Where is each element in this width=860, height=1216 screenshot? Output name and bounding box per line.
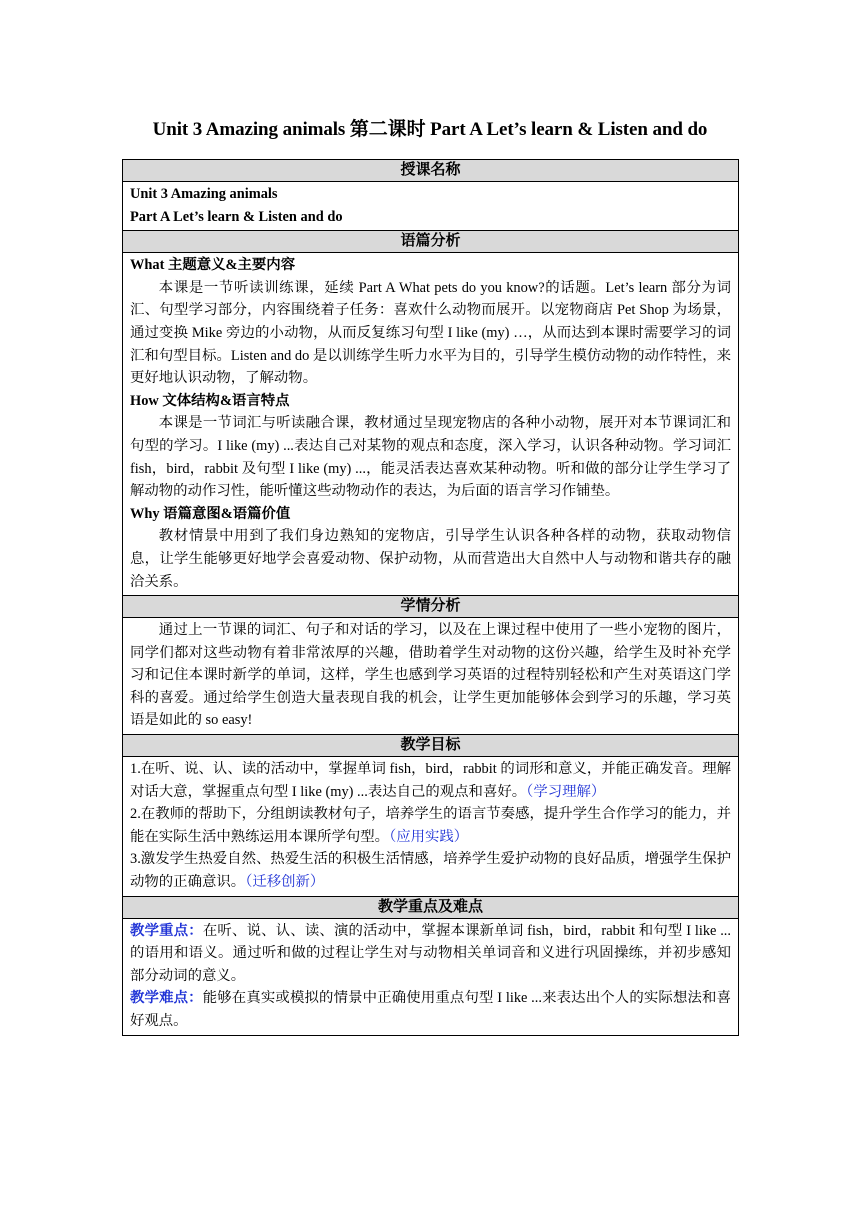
how-paragraph: 本课是一节词汇与听读融合课，教材通过呈现宠物店的各种小动物，展开对本节课词汇和句型的学习。I like (my) ...表达自己对某物的观点和态度，深入学习，认识各种动物。学习词汇 fish，bird，rabbit 及句型 I like (my) ...，能灵活表达喜欢某种动物。听和做的部分让学生学习了解动物的动作习性，能听懂这些动物动作的表达，为后面的语言学习作铺垫。 <box>130 415 731 500</box>
teaching-focus-text: 在听、说、认、读、演的活动中，掌握本课新单词 fish，bird，rabbit 和句型 I like ...的语用和语义。通过听和做的过程让学生对与动物相关单词音和义进行巩固操练，并初步感知部分动词的意义。 <box>130 922 731 984</box>
objective-2 <box>130 803 731 848</box>
objective-2-text: 2.在教师的帮助下，分组朗读教材句子，培养学生的语言节奏感，提升学生合作学习的能力，并能在实际生活中熟练运用本课所学句型。 <box>130 806 731 845</box>
objective-3 <box>130 848 731 893</box>
key-points-cell <box>123 918 739 1035</box>
teaching-focus-label: 教学重点： <box>130 922 203 939</box>
course-name-cell <box>123 182 739 231</box>
teaching-difficulty-label: 教学难点： <box>130 990 203 1007</box>
objectives-cell <box>123 757 739 897</box>
what-subheading: What 主题意义&主要内容 <box>130 257 296 274</box>
why-subheading: Why 语篇意图&语篇价值 <box>130 505 291 522</box>
text-analysis-header: 语篇分析 <box>123 231 739 253</box>
course-part-line: Part A Let’s learn & Listen and do <box>130 208 343 225</box>
lesson-plan-table <box>122 159 739 1036</box>
learner-analysis-paragraph: 通过上一节课的词汇、句子和对话的学习，以及在上课过程中使用了一些小宠物的图片，同学们都对这些动物有着非常浓厚的兴趣，借助着学生对动物的这份兴趣，给学生及时补充学习和记住本课时新学的单词，这样，学生也感到学习英语的过程特别轻松和产生对英语这门学科的喜爱。通过给学生创造大量表现自我的机会，让学生更加能够体会到学习的乐趣，学习英语是如此的 so easy! <box>130 622 731 729</box>
teaching-focus <box>130 920 731 988</box>
objective-1 <box>130 758 731 803</box>
why-paragraph: 教材情景中用到了我们身边熟知的宠物店，引导学生认识各种各样的动物，获取动物信息，让学生能够更好地学会喜爱动物、保护动物，从而营造出大自然中人与动物和谐共存的融洽关系。 <box>130 528 731 590</box>
objective-2-tag: （应用实践） <box>389 828 469 845</box>
learner-analysis-header: 学情分析 <box>123 596 739 618</box>
objective-3-text: 3.激发学生热爱自然、热爱生活的积极生活情感，培养学生爱护动物的良好品质，增强学生保护动物的正确意识。 <box>130 851 731 891</box>
objective-3-tag: （迁移创新） <box>245 874 325 891</box>
document-title: Unit 3 Amazing animals 第二课时 Part A Let’s learn & Listen and do <box>152 119 708 140</box>
teaching-difficulty <box>130 987 731 1032</box>
course-unit-line: Unit 3 Amazing animals <box>130 186 278 202</box>
learner-analysis-cell <box>123 618 739 735</box>
teaching-difficulty-text: 能够在真实或模拟的情景中正确使用重点句型 I like ...来表达出个人的实际想法和喜好观点。 <box>130 990 731 1029</box>
objectives-header: 教学目标 <box>123 735 739 757</box>
objective-1-text: 1.在听、说、认、读的活动中，掌握单词 fish，bird，rabbit 的词形和意义，并能正确发音。理解对话大意，掌握重点句型 I like (my) ...表达自己的观点和喜好。 <box>130 761 731 800</box>
text-analysis-cell <box>123 253 739 596</box>
what-paragraph: 本课是一节听读训练课，延续 Part A What pets do you know?的话题。Let’s learn 部分为词汇、句型学习部分，内容围绕着子任务：喜欢什么动物而展开。以宠物商店 Pet Shop 为场景，通过变换 Mike 旁边的小动物，从而反复练习句型 I like (my) …，从而达到本课时需要学习的词汇和句型目标。Listen and do 是以训练学生听力水平为目的，引导学生模仿动物的动作特性，来更好地认识动物，了解动物。 <box>130 279 731 387</box>
objective-1-tag: （学习理解） <box>526 783 606 800</box>
course-name-header: 授课名称 <box>123 160 739 182</box>
how-subheading: How 文体结构&语言特点 <box>130 392 290 409</box>
key-points-header: 教学重点及难点 <box>123 896 739 918</box>
